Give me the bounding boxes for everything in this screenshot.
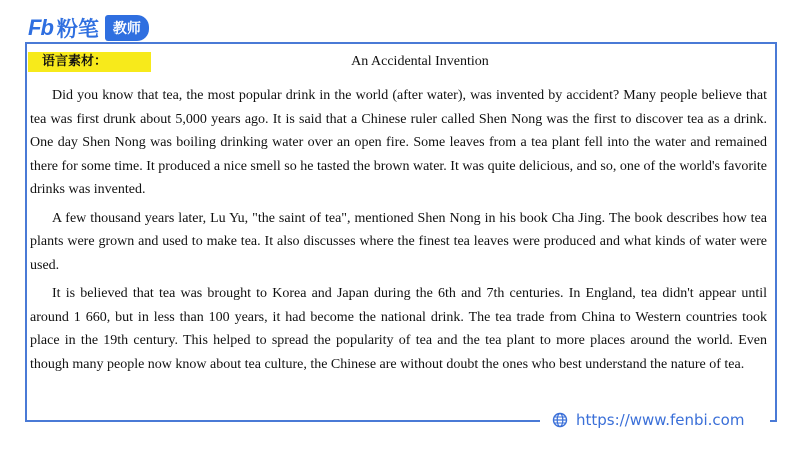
- footer: [552, 409, 744, 431]
- brand-logo: [28, 14, 149, 42]
- globe-icon: [552, 412, 568, 428]
- paragraph: It is believed that tea was brought to Korea and Japan during the 6th and 7th centuries. In England, tea didn't appear until around 1 660, but in less than 100 years, it had become the national drink. The tea trade from China to Western countries took place in the 19th century. This helped to spread the popularity of tea and the tea plant to more places around the world. Even though many people now know about tea culture, the Chinese are without doubt the ones who best understand the nature of tea.: [30, 286, 767, 372]
- article-body: [30, 84, 767, 381]
- brand-badge: 教师: [105, 15, 149, 41]
- brand-mark: Fb: [28, 15, 53, 40]
- paragraph: A few thousand years later, Lu Yu, "the saint of tea", mentioned Shen Nong in his book Cha Jing. The book describes how tea plants were grown and used to make tea. It also discusses where the finest tea leaves were produced and what kinds of water were used.: [30, 210, 767, 273]
- frame-divider: [770, 420, 777, 422]
- frame-divider: [25, 420, 540, 422]
- section-label: 语言素材：: [28, 52, 151, 72]
- article-title: An Accidental Invention: [351, 54, 489, 69]
- brand-name: 粉笔: [56, 17, 99, 41]
- footer-url[interactable]: https://www.fenbi.com: [576, 411, 745, 429]
- paragraph: Did you know that tea, the most popular drink in the world (after water), was invented by accident? Many people believe that tea was first drunk about 5,000 years ago. It is said that a Chinese ruler called Shen Nong was the first to discover tea as a drink. One day Shen Nong was boiling drinking water over an open fire. Some leaves from a tea plant fell into the water and remained there for some time. It produced a nice smell so he tasted the brown water. It was quite delicious, and so, one of the world's favorite drinks was invented.: [30, 88, 767, 197]
